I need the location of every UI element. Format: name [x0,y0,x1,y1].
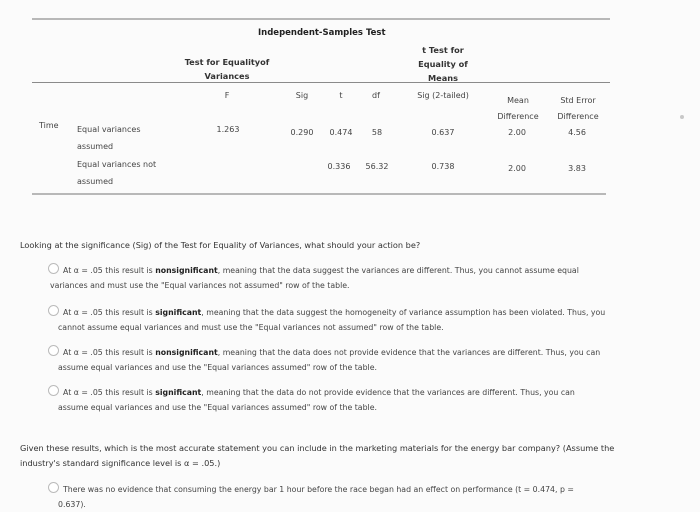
ttest-header: t Test for Equality of Means [418,45,468,83]
question2-text: Given these results, which is the most accurate statement you can include in the marketing materials for the energy bar company? (Assume the industry's standard significance level is α = .05.) [20,443,615,468]
table-top-rule [32,18,610,20]
row2-sig2: 0.738 [431,162,455,171]
decorative-dot [680,115,684,119]
header-divider [32,82,610,83]
col-t: t [339,91,343,100]
question2-option-1[interactable]: There was no evidence that consuming the energy bar 1 hour before the race began had an effect on performance (t = 0.474, p = 0.637). [48,482,574,512]
table-title: Independent-Samples Test [258,28,386,38]
question1-text: Looking at the significance (Sig) of the Test for Equality of Variances, what should your action be? [20,240,421,250]
question1-option-2[interactable]: At α = .05 this result is significant, meaning that the data suggest the homogeneity of variance assumption has been violated. Thus, you cannot assume equal variances and must use the "Equal variances not assumed" row of the table. [48,305,605,335]
row2-std: 3.83 [568,164,586,173]
row1-f: 1.263 [216,125,240,134]
col-f: F [224,91,230,100]
row1-sig: 0.290 [290,128,314,137]
question1-option-3[interactable]: At α = .05 this result is nonsignificant, meaning that the data does not provide evidence that the variances are different. Thus, you can assume equal variances and use the "Equal variances assumed" row of the table. [48,345,600,375]
radio-button[interactable] [48,345,59,356]
table-bottom-rule [32,193,606,195]
radio-button[interactable] [48,385,59,396]
row1-label: Equal variances assumed [77,125,141,151]
question1-option-4[interactable]: At α = .05 this result is significant, meaning that the data do not provide evidence that the variances are different. Thus, you can assume equal variances and use the "Equal variances assumed" row of the table. [48,385,575,415]
row1-mean: 2.00 [508,128,526,137]
radio-button[interactable] [48,263,59,274]
row2-df: 56.32 [365,162,389,171]
radio-button[interactable] [48,305,59,316]
col-mean-difference: Mean Difference [497,96,539,121]
row1-sig2: 0.637 [431,128,455,137]
col-sig-2tailed: Sig (2-tailed) [417,91,469,100]
question1-option-1[interactable]: At α = .05 this result is nonsignificant, meaning that the data suggest the variances are different. Thus, you cannot assume equal variances and must use the "Equal variances not assumed" row of the table. [48,263,579,293]
row2-label: Equal variances not assumed [77,160,157,186]
col-df: df [372,91,380,100]
row1-std: 4.56 [568,128,586,137]
row-group-time: Time [39,121,59,130]
col-sig: Sig [295,91,309,100]
row1-t: 0.474 [329,128,353,137]
col-std-error-difference: Std Error Difference [557,96,599,121]
levene-header: Test for Equalityof Variances [184,57,270,81]
row1-df: 58 [371,128,383,137]
row2-mean: 2.00 [508,164,526,173]
radio-button[interactable] [48,482,59,493]
row2-t: 0.336 [327,162,351,171]
